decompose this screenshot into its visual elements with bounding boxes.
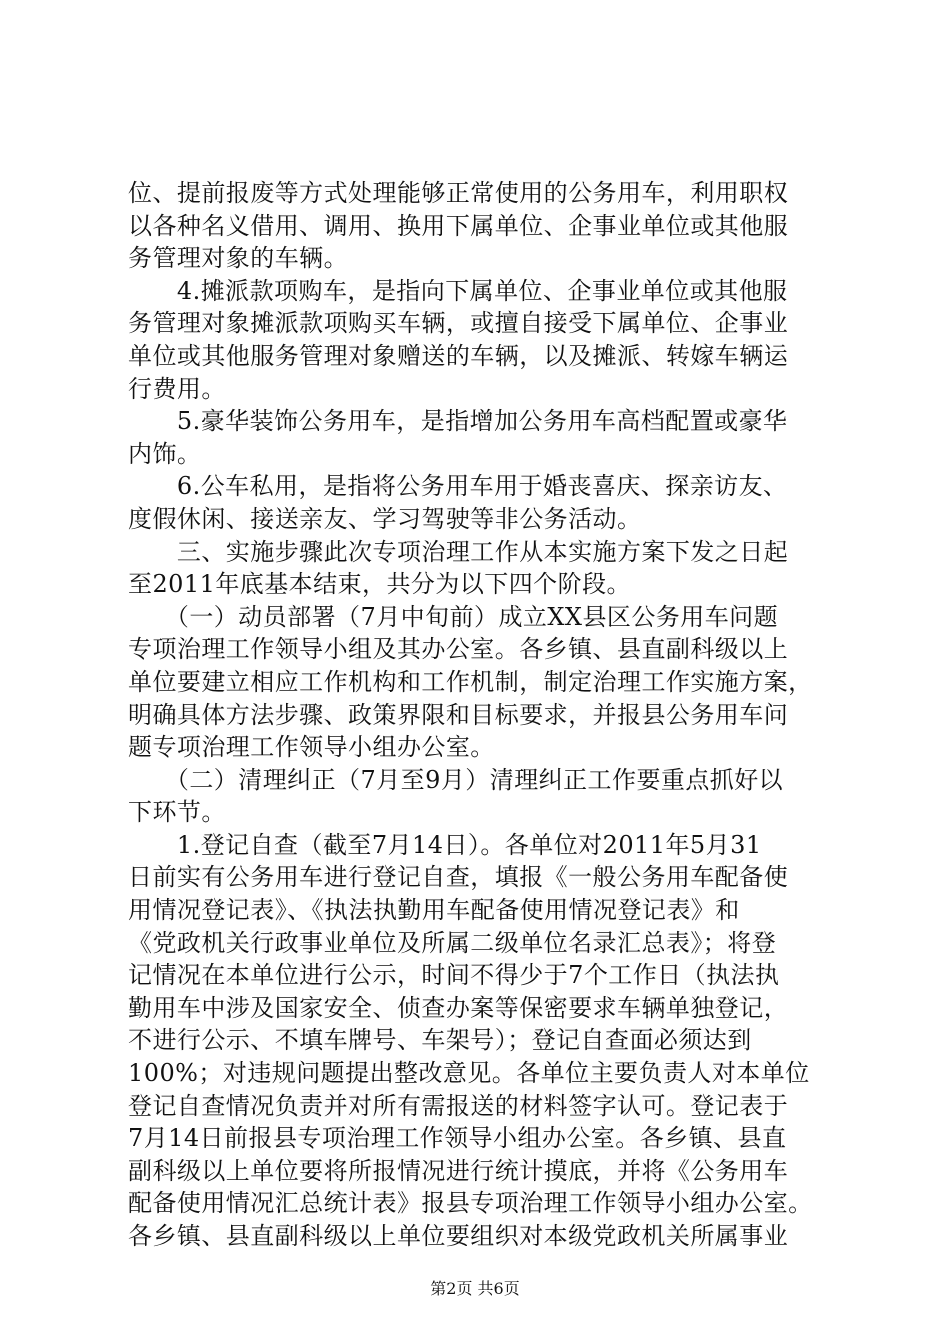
text-line: 下环节。 xyxy=(128,798,226,827)
text-line: 内饰。 xyxy=(128,439,202,468)
text-line: 勤用车中涉及国家安全、侦查办案等保密要求车辆单独登记， xyxy=(128,993,789,1022)
text-line: 记情况在本单位进行公示，时间不得少于7个工作日（执法执 xyxy=(128,961,780,990)
text-line: 务管理对象摊派款项购买车辆，或擅自接受下属单位、企事业 xyxy=(128,309,789,338)
text-line: 行费用。 xyxy=(128,374,226,403)
page-footer: 第2页 共6页 xyxy=(430,1279,520,1298)
text-line: 4.摊派款项购车，是指向下属单位、企事业单位或其他服 xyxy=(128,276,788,305)
document-body xyxy=(128,177,840,1253)
text-line: 用情况登记表》、《执法执勤用车配备使用情况登记表》和 xyxy=(128,896,740,925)
text-line: 度假休闲、接送亲友、学习驾驶等非公务活动。 xyxy=(128,504,642,533)
text-line: 5.豪华装饰公务用车，是指增加公务用车高档配置或豪华 xyxy=(128,407,788,436)
text-line: 不进行公示、不填车牌号、车架号）；登记自查面必须达到 xyxy=(128,1026,752,1055)
text-line: 配备使用情况汇总统计表》报县专项治理工作领导小组办公室。 xyxy=(128,1189,813,1218)
text-line: 100%；对违规问题提出整改意见。各单位主要负责人对本单位 xyxy=(128,1059,810,1088)
text-line: 6.公车私用，是指将公务用车用于婚丧喜庆、探亲访友、 xyxy=(128,472,788,501)
text-line: 登记自查情况负责并对所有需报送的材料签字认可。登记表于 xyxy=(128,1091,789,1120)
text-line: 日前实有公务用车进行登记自查，填报《一般公务用车配备使 xyxy=(128,863,789,892)
text-line: 务管理对象的车辆。 xyxy=(128,244,349,273)
text-line: 以各种名义借用、调用、换用下属单位、企事业单位或其他服 xyxy=(128,211,789,240)
text-line: 单位要建立相应工作机构和工作机制，制定治理工作实施方案， xyxy=(128,667,813,696)
text-line: 单位或其他服务管理对象赠送的车辆，以及摊派、转嫁车辆运 xyxy=(128,341,789,370)
text-line: 专项治理工作领导小组及其办公室。各乡镇、县直副科级以上 xyxy=(128,635,789,664)
text-line: 位、提前报废等方式处理能够正常使用的公务用车，利用职权 xyxy=(128,179,789,207)
text-line: 1.登记自查（截至7月14日）。各单位对2011年5月31 xyxy=(128,830,762,859)
text-line: 明确具体方法步骤、政策界限和目标要求，并报县公务用车问 xyxy=(128,700,789,729)
text-line: （二）清理纠正（7月至9月）清理纠正工作要重点抓好以 xyxy=(128,765,784,794)
text-line: 三、实施步骤此次专项治理工作从本实施方案下发之日起 xyxy=(128,537,789,566)
text-line: 副科级以上单位要将所报情况进行统计摸底，并将《公务用车 xyxy=(128,1156,789,1185)
text-line: 各乡镇、县直副科级以上单位要组织对本级党政机关所属事业 xyxy=(128,1222,789,1250)
text-line: 至2011年底基本结束，共分为以下四个阶段。 xyxy=(128,570,631,599)
text-line: （一）动员部署（7月中旬前）成立XX县区公务用车问题 xyxy=(128,602,779,631)
text-line: 7月14日前报县专项治理工作领导小组办公室。各乡镇、县直 xyxy=(128,1124,787,1153)
text-line: 《党政机关行政事业单位及所属二级单位名录汇总表》；将登 xyxy=(128,928,777,957)
text-line: 题专项治理工作领导小组办公室。 xyxy=(128,733,495,762)
